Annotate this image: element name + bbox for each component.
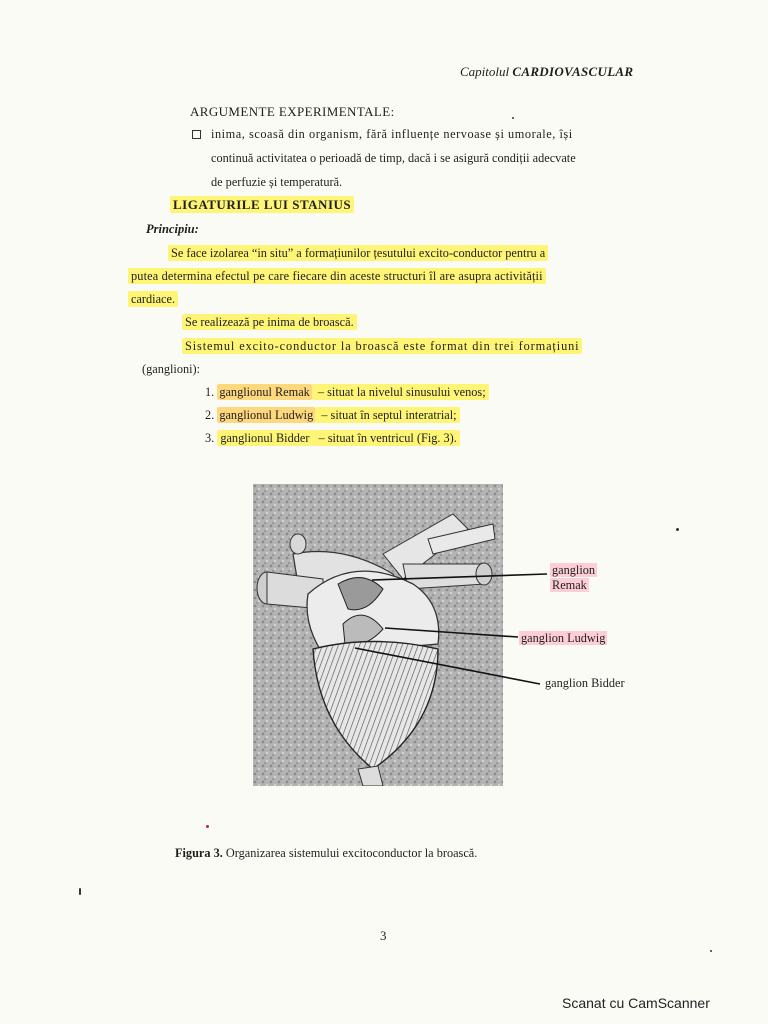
bullet-text-line-2: continuă activitatea o perioadă de timp, dacă i se asigură condiții adecvate (211, 151, 576, 165)
stanius-title: LIGATURILE LUI STANIUS (170, 197, 354, 213)
chapter-prefix: Capitolul (460, 64, 510, 79)
list-item: 2. ganglionul Ludwig – situat în septul interatrial; (205, 408, 460, 423)
principle-line-2: putea determina efectul pe care fiecare din aceste structuri îl are asupra activității (128, 269, 546, 284)
page-number: 3 (380, 928, 387, 943)
bullet-text-line-1: inima, scoasă din organism, fără influențe nervoase și umorale, își (211, 127, 573, 141)
system-line-1: Sistemul excito-conductor la broască este format din trei formațiuni (182, 339, 582, 354)
scanner-watermark: Scanat cu CamScanner (562, 995, 710, 1011)
label-remak-line-1: ganglion (552, 563, 596, 577)
section-title: ARGUMENTE EXPERIMENTALE: (190, 104, 395, 119)
figure-caption: Figura 3. Organizarea sistemului excitoconductor la broască. (175, 846, 478, 860)
scan-speck (79, 888, 81, 895)
scan-speck (710, 950, 712, 952)
chapter-name: CARDIOVASCULAR (512, 64, 634, 79)
scan-speck (206, 825, 209, 828)
list-item: 1. ganglionul Remak – situat la nivelul sinusului venos; (205, 385, 489, 400)
leader-lines (340, 560, 550, 700)
principle-line-3: cardiace. (128, 292, 178, 307)
scan-speck (676, 528, 679, 531)
principle-label: Principiu: (146, 222, 199, 236)
chapter-header (460, 64, 633, 80)
label-remak-line-2: Remak (552, 578, 587, 592)
principle-line-1: Se face izolarea “in situ” a formațiunilor țesutului excito-conductor pentru a (168, 246, 548, 261)
system-line-2: (ganglioni): (142, 362, 201, 376)
frog-heart-line: Se realizează pe inima de broască. (182, 315, 357, 330)
bullet-text-line-3: de perfuzie și temperatură. (211, 175, 343, 189)
list-item: 3. ganglionul Bidder – situat în ventricul (Fig. 3). (205, 431, 460, 446)
label-ludwig: ganglion Ludwig (521, 631, 606, 645)
bullet-square-icon (192, 130, 201, 139)
scan-speck (512, 117, 514, 119)
label-bidder: ganglion Bidder (545, 676, 625, 690)
